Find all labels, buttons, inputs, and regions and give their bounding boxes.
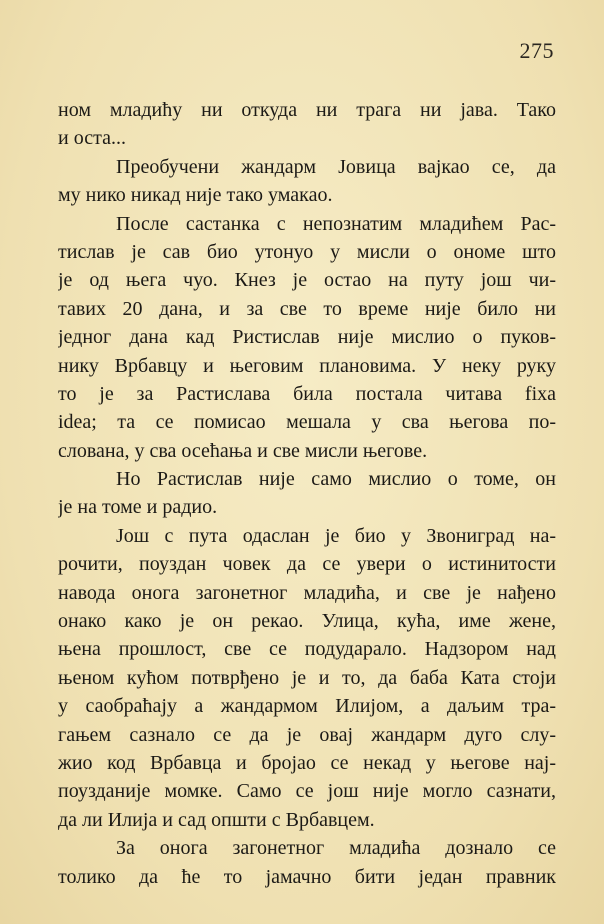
- text-line: му нико никад није тако умакао.: [58, 184, 333, 207]
- page-number: 275: [519, 38, 554, 63]
- text-line: у саобраћају а жандармом Илијом, а даљим тра-: [58, 695, 556, 718]
- text-line: После састанка с непознатим младићем Рас-: [116, 212, 556, 235]
- text-line: Још с пута одаслан је био у Звониград на-: [116, 524, 556, 547]
- text-line: њена прошлост, све се подударало. Надзором над: [58, 638, 556, 661]
- text-line: нику Врбавцу и његовим плановима. У неку руку: [58, 354, 556, 377]
- text-line: да ли Илија и сад општи с Врбавцем.: [58, 808, 375, 831]
- text-line: За онога загонетног младића дознало се: [116, 837, 556, 860]
- text-line: жио код Врбавца и бројао се некад у његове нај-: [58, 751, 556, 774]
- text-line: Преобучени жандарм Јовица вајкао се, да: [116, 155, 556, 178]
- text-line: навода онога загонетног младића, и све је нађено: [58, 581, 556, 604]
- text-line: једног дана кад Ристислав није мислио о пуков-: [58, 326, 556, 349]
- text-line: слована, у сва осећања и све мисли његове.: [58, 439, 428, 462]
- text-line: је од њега чуо. Кнез је остао на путу још чи-: [58, 269, 556, 292]
- text-line: гањем сазнало се да је овај жандарм дуго слу-: [58, 723, 556, 746]
- text-line: онако како је он рекао. Улица, кућа, име жене,: [58, 610, 556, 633]
- text-line: поузданије момке. Само се још није могло сазнати,: [58, 780, 556, 803]
- text-line: то је за Растислава била постала читава fixa: [58, 382, 556, 405]
- text-line: рочити, поуздан човек да се увери о истинитости: [58, 553, 556, 576]
- text-line: Но Растислав није само мислио о томе, он: [116, 468, 556, 491]
- text-line: ном младићу ни откуда ни трага ни јава. Тако: [58, 99, 556, 121]
- text-line: толико да ће то јамачно бити један правник: [58, 865, 556, 888]
- text-line: њеном кућом потврђено је и то, да баба Ката стоји: [58, 666, 556, 689]
- text-line: тислав је сав био утонуо у мисли о ономе што: [58, 240, 556, 263]
- text-line: је на томе и радио.: [58, 496, 218, 519]
- text-line: и оста...: [58, 127, 126, 150]
- text-line: тавих 20 дана, и за све то време није било ни: [58, 297, 556, 320]
- body-text: [58, 96, 556, 891]
- text-line: idea; та се помисао мешала у сва његова по-: [58, 411, 556, 434]
